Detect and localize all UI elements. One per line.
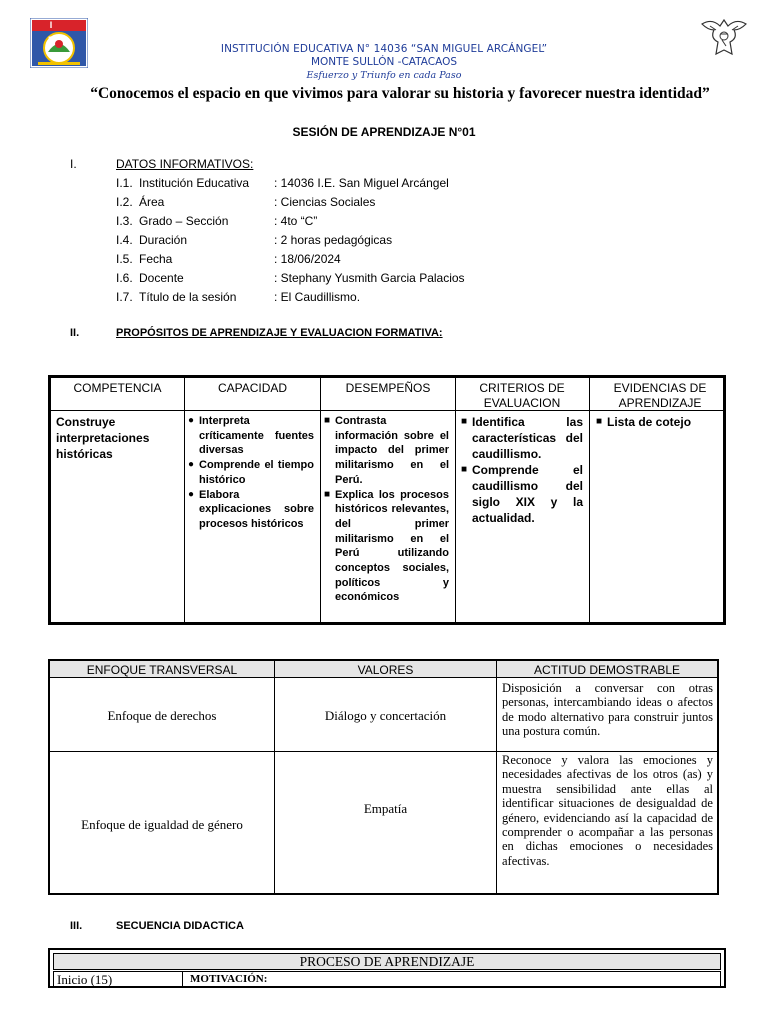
list-item-text: Lista de cotejo — [607, 415, 692, 429]
logo-letters: I E — [47, 20, 70, 45]
header-valores: VALORES — [275, 661, 496, 678]
header-capacidad: CAPACIDAD — [217, 381, 288, 395]
section-3-number: III. — [70, 920, 83, 932]
learning-process-header: PROCESO DE APRENDIZAJE — [53, 953, 721, 970]
list-item-text: Explica los procesos históricos relevantes, del primer militarismo en el Perú utilizando conceptos sociales, políticos y económicos — [335, 488, 449, 604]
table-row — [53, 971, 721, 987]
learning-process-table — [48, 948, 726, 988]
list-item-text: Comprende el caudillismo del siglo XIX y la actualidad. — [472, 463, 583, 525]
info-label: Grado – Sección — [139, 214, 229, 228]
info-value: : Stephany Yusmith Garcia Palacios — [274, 271, 465, 285]
list-item-text: Comprende el tiempo histórico — [199, 459, 314, 486]
bullet-icon: ■ — [324, 415, 331, 426]
info-code: I.3. — [116, 214, 133, 228]
learning-purposes-table — [48, 375, 726, 625]
motivation-label: MOTIVACIÓN: — [190, 973, 268, 985]
list-item — [188, 414, 314, 458]
info-code: I.6. — [116, 271, 133, 285]
list-item — [324, 488, 449, 606]
bullet-icon: ■ — [461, 416, 468, 427]
section-1-number: I. — [70, 157, 77, 171]
info-code: I.7. — [116, 290, 133, 304]
info-code: I.2. — [116, 195, 133, 209]
info-value: : 2 horas pedagógicas — [274, 233, 393, 247]
header-actitud: ACTITUD DEMOSTRABLE — [497, 661, 717, 678]
bullet-icon: ● — [188, 488, 195, 500]
section-3-heading: SECUENCIA DIDACTICA — [116, 920, 244, 932]
list-item — [188, 488, 314, 532]
bullet-icon: ■ — [596, 416, 603, 427]
capacidad-list — [188, 414, 314, 532]
bullet-icon: ■ — [461, 464, 468, 475]
valor-row-2: Empatía — [363, 801, 408, 816]
evidencias-list — [596, 414, 724, 430]
competencia-cell: Construye interpretaciones históricas — [56, 415, 150, 461]
session-title: SESIÓN DE APRENDIZAJE N°01 — [292, 125, 476, 139]
info-label: Docente — [139, 271, 184, 285]
transversal-approach-table — [48, 659, 719, 895]
bullet-icon: ● — [188, 459, 195, 471]
header-evidencias: EVIDENCIAS DE APRENDIZAJE — [613, 381, 707, 410]
section-2-heading: PROPÓSITOS DE APRENDIZAJE Y EVALUACION FORMATIVA: — [116, 327, 443, 339]
section-2-number: II. — [70, 327, 80, 339]
info-label: Duración — [139, 233, 188, 247]
document-title: “Conocemos el espacio en que vivimos para valorar su historia y favorecer nuestra identidad” — [90, 85, 710, 102]
list-item — [461, 462, 583, 526]
info-value: : 4to “C” — [274, 214, 318, 228]
list-item-text: Contrasta información sobre el impacto del primer militarismo en el Perú. — [335, 415, 449, 486]
header-criterios: CRITERIOS DE EVALUACION — [479, 381, 565, 410]
header-enfoque: ENFOQUE TRANSVERSAL — [50, 661, 274, 678]
list-item — [324, 414, 449, 488]
school-name: INSTITUCIÓN EDUCATIVA N° 14036 “SAN MIGUEL ARCÁNGEL” — [220, 43, 548, 55]
bullet-icon: ■ — [324, 488, 331, 500]
enfoque-row-2: Enfoque de igualdad de género — [81, 817, 243, 832]
section-1-heading-text: DATOS INFORMATIVOS — [116, 157, 251, 171]
actitud-row-1: Disposición a conversar con otras personas, intercambiando ideas o afectos de modo alternativo para construir juntos una postura común. — [502, 681, 713, 739]
list-item-text: Identifica las características del caudillismo. — [472, 415, 583, 461]
info-value: : 18/06/2024 — [274, 252, 341, 266]
desempenos-list — [324, 414, 449, 605]
header-competencia: COMPETENCIA — [73, 381, 162, 395]
school-motto: Esfuerzo y Triunfo en cada Paso — [306, 70, 462, 81]
info-label: Área — [139, 195, 165, 209]
info-code: I.4. — [116, 233, 133, 247]
info-code: I.5. — [116, 252, 133, 266]
info-label: Título de la sesión — [139, 290, 237, 304]
section-1-heading — [116, 157, 253, 171]
list-item — [461, 414, 583, 462]
actitud-row-2: Reconoce y valora las emociones y necesidades afectivas de los otros (as) y muestra sensibilidad ante ellas al identificar situaciones de desigualdad de género, evidenciando así la capacidad de comprender o acompañar a las personas en dichas emociones o necesidades afectivas. — [502, 753, 713, 868]
list-item-text: Elabora explicaciones sobre procesos históricos — [199, 488, 314, 530]
header-desempenos: DESEMPEÑOS — [345, 381, 431, 395]
list-item-text: Interpreta críticamente fuentes diversas — [199, 415, 314, 457]
list-item — [188, 458, 314, 487]
list-item — [596, 414, 724, 430]
school-location: MONTE SULLÓN -CATACAOS — [310, 56, 458, 68]
info-label: Institución Educativa — [139, 176, 250, 190]
valor-row-1: Diálogo y concertación — [324, 708, 447, 723]
enfoque-row-1: Enfoque de derechos — [107, 708, 217, 723]
phase-label: Inicio (15) — [57, 972, 113, 987]
info-label: Fecha — [139, 252, 173, 266]
info-code: I.1. — [116, 176, 133, 190]
info-value: : Ciencias Sociales — [274, 195, 376, 209]
info-value: : El Caudillismo. — [274, 290, 361, 304]
section-1-heading-colon: : — [250, 157, 254, 171]
info-value: : 14036 I.E. San Miguel Arcángel — [274, 176, 449, 190]
bullet-icon: ● — [188, 415, 195, 426]
criterios-list — [461, 414, 583, 526]
